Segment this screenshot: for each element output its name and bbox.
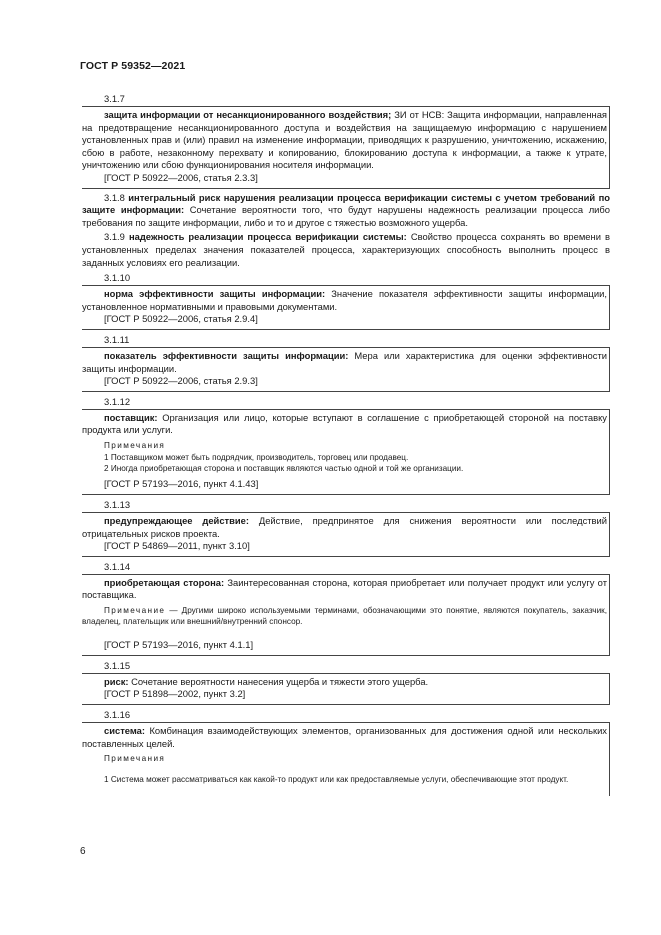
term-definition (82, 231, 610, 269)
term-number: 3.1.11 (104, 333, 130, 345)
term-definition (82, 725, 607, 750)
term-box (82, 512, 610, 557)
term-box (82, 347, 610, 392)
term-name: надежность реализации процесса верификации системы: (128, 231, 407, 243)
term-name: поставщик: (104, 411, 158, 423)
term-number: 3.1.16 (104, 709, 131, 720)
term-reference: [ГОСТ Р 57193—2016, пункт 4.1.43] (104, 478, 259, 490)
note-item: 2 Иногда приобретающая сторона и поставщик являются частью одной и той же организации. (104, 464, 464, 474)
page-content (82, 92, 610, 796)
term-number: 3.1.12 (104, 395, 131, 407)
term-box (82, 722, 610, 796)
term-definition (82, 350, 607, 375)
term-name: защита информации от несанкционированного воздействия; (104, 109, 392, 120)
term-name: риск: (104, 675, 129, 687)
term-text: Заинтересованная сторона, которая приобретает или получает продукт или услугу от поставщика. (82, 576, 607, 601)
term-name: предупреждающее действие: (104, 515, 249, 527)
document-header: ГОСТ Р 59352—2021 (80, 60, 186, 72)
term-name: норма эффективности защиты информации: (104, 288, 326, 300)
term-name: показатель эффективности защиты информации: (104, 349, 349, 361)
term-entry (82, 231, 610, 269)
note-item (82, 605, 607, 627)
term-number: 3.1.8 (104, 191, 125, 203)
term-name: приобретающая сторона: (104, 576, 225, 588)
term-text: Мера или характеристика для оценки эффективности защиты информации. (82, 349, 607, 374)
term-text: ЗИ от НСВ: Защита информации, направленная на предотвращение несанкционированного доступа и воздействия на защищаемую информацию с нарушением установленных прав и (или) правил на изменение информации, приводящих к разрушению, уничтожению, искажению, сбою в работе, незаконному перехвату и копированию, блокированию доступа к информации, а также к утрате, уничтожению или сбою функционирования носителя информации. (82, 109, 607, 171)
note-text: — Другими широко используемыми терминами, обозначающими это понятие, являются покупатель, заказчик, владелец, плательщик или внешний/внутренний спонсор. (82, 606, 607, 627)
term-text: Значение показателя эффективности защиты информации, установленное нормативными и правовыми документами. (82, 288, 607, 312)
term-text: Действие, предпринятое для снижения вероятности или последствий отрицательных рисков проекта. (82, 515, 607, 539)
term-name: система: (104, 725, 146, 736)
term-definition (82, 577, 607, 602)
term-reference: [ГОСТ Р 50922—2006, статья 2.9.4] (104, 313, 258, 325)
term-definition (82, 515, 607, 540)
term-box (82, 673, 610, 705)
term-number: 3.1.7 (104, 93, 125, 104)
note-item: 1 Система может рассматриваться как какой-то продукт или как предоставляемые услуги, обеспечивающие этот продукт. (104, 774, 569, 784)
term-text: Сочетание вероятности нанесения ущерба и тяжести этого ущерба. (128, 675, 429, 687)
term-number: 3.1.13 (104, 499, 131, 511)
term-definition (82, 192, 610, 230)
term-definition (82, 288, 607, 313)
term-number: 3.1.14 (104, 560, 131, 572)
term-box (82, 106, 610, 189)
term-definition (82, 109, 607, 172)
term-reference: [ГОСТ Р 50922—2006, статья 2.3.3] (104, 171, 258, 183)
term-text: Организация или лицо, которые вступают в соглашение с приобретающей стороной на поставку продукта или услуги. (82, 411, 607, 436)
term-text: Комбинация взаимодействующих элементов, организованных для достижения одной или нескольких поставленных целей. (82, 725, 607, 749)
note-label: Примечание (104, 606, 166, 616)
term-definition (82, 412, 607, 437)
notes-header: Примечания (104, 754, 166, 764)
term-reference: [ГОСТ Р 54869—2011, пункт 3.10] (104, 540, 250, 552)
term-entry (82, 192, 610, 230)
term-definition (82, 676, 607, 689)
term-reference: [ГОСТ Р 51898—2002, пункт 3.2] (104, 688, 246, 700)
term-number: 3.1.10 (104, 272, 131, 284)
term-box (82, 574, 610, 656)
term-number: 3.1.15 (104, 659, 131, 671)
term-text: Сочетание вероятности того, что будут нарушены надежность реализации процесса либо требования по защите информации, либо и то и другое с тяжестью возможного ущерба. (82, 204, 610, 228)
note-item: 1 Поставщиком может быть подрядчик, производитель, торговец или продавец. (104, 453, 409, 463)
term-box (82, 409, 610, 495)
term-text: Свойство процесса сохранять во времени в установленных пределах значения показателей процесса, характеризующих способность выполнить процесс в заданных условиях его реализации. (82, 231, 610, 268)
notes-header: Примечания (104, 440, 166, 450)
term-reference: [ГОСТ Р 57193—2016, пункт 4.1.1] (104, 639, 254, 651)
page-number: 6 (80, 846, 86, 857)
term-name: интегральный риск нарушения реализации процесса верификации системы с учетом требований по защите информации: (82, 191, 610, 216)
term-box (82, 285, 610, 330)
term-number: 3.1.9 (104, 231, 125, 243)
term-reference: [ГОСТ Р 50922—2006, статья 2.9.3] (104, 375, 258, 387)
